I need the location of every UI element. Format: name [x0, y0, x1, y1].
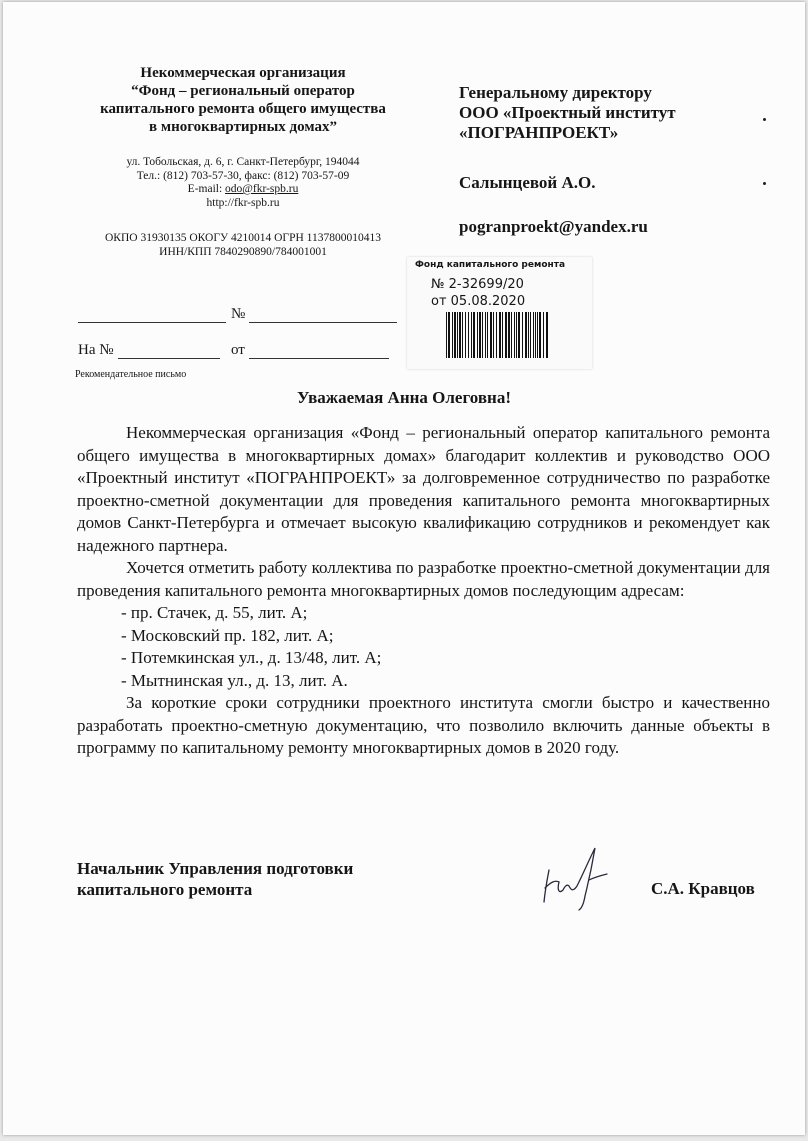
- addressee-line: ООО «Проектный институт: [459, 103, 676, 122]
- signer-title-line: Начальник Управления подготовки: [77, 859, 354, 878]
- barcode-bar: [457, 312, 458, 358]
- sender-name-line: в многоквартирных домах”: [149, 119, 337, 135]
- barcode-bar: [452, 312, 453, 358]
- address-list: [77, 602, 770, 692]
- reply-date-line: [249, 358, 389, 359]
- stamp-title: Фонд капитального ремонта: [415, 260, 566, 270]
- barcode-bar: [448, 312, 450, 358]
- stamp-number: № 2-32699/20: [431, 277, 524, 292]
- margin-dot: [763, 118, 766, 121]
- barcode-bar: [508, 312, 510, 358]
- number-sign: №: [231, 306, 246, 322]
- address-list-item: - пр. Стачек, д. 55, лит. А;: [121, 603, 308, 622]
- sender-phones: Тел.: (812) 703-57-30, факс: (812) 703-57-09: [136, 169, 350, 182]
- sender-contacts: [63, 156, 423, 210]
- sender-codes-line: ИНН/КПП 7840290890/784001001: [159, 245, 327, 258]
- barcode-bar: [490, 312, 492, 358]
- letter-page: [3, 2, 805, 1135]
- barcode-bar: [477, 312, 478, 358]
- body-paragraph: Некоммерческая организация «Фонд – региональный оператор капитального ремонта общего имущества в многоквартирных домах» благодарит коллектив и руководство ООО «Проектный институт «ПОГРАНПРОЕКТ» за долговременное сотрудничество по разработке проектно-сметной документации для проведения капитального ремонта многоквартирных домов Санкт-Петербурга и отмечает высокую квалификацию сотрудников и рекомендует как надежного партнера.: [77, 423, 770, 555]
- barcode-bar: [518, 312, 520, 358]
- barcode-bar: [471, 312, 472, 358]
- address-list-item: - Мытнинская ул., д. 13, лит. А.: [121, 670, 348, 690]
- sender-name-line: Некоммерческая организация: [140, 65, 346, 81]
- barcode-bar: [539, 312, 541, 358]
- outgoing-number-line: [78, 322, 226, 323]
- barcode-bar: [535, 312, 536, 358]
- reply-number-label: На №: [78, 342, 114, 358]
- sender-codes-line: ОКПО 31930135 ОКОГУ 4210014 ОГРН 1137800010413: [105, 232, 381, 244]
- barcode-bar: [530, 312, 531, 358]
- barcode-bar: [462, 312, 463, 358]
- address-list-item: - Московский пр. 182, лит. А;: [121, 625, 334, 645]
- addressee-position: [459, 83, 779, 143]
- greeting: Уважаемая Анна Олеговна!: [297, 388, 511, 407]
- barcode-bar: [482, 312, 483, 358]
- barcode-bar: [473, 312, 475, 358]
- barcode-bar: [454, 312, 456, 358]
- margin-dot: [763, 182, 766, 185]
- barcode-bar: [516, 312, 517, 358]
- sender-email-row: [63, 183, 423, 197]
- addressee-name: Салынцевой А.О.: [459, 173, 596, 192]
- signer-title-line: капитального ремонта: [77, 880, 253, 899]
- barcode-bar: [511, 312, 512, 358]
- sender-name-line: “Фонд – региональный оператор: [131, 83, 355, 99]
- barcode-bar: [505, 312, 507, 358]
- barcode-bar: [543, 312, 544, 358]
- signer-name: С.А. Кравцов: [651, 879, 755, 898]
- outgoing-date-line: [249, 322, 397, 323]
- signer-title: [77, 858, 353, 900]
- sender-email-label: E-mail:: [187, 183, 223, 195]
- handwritten-signature: [535, 840, 613, 912]
- barcode-bar: [465, 312, 466, 358]
- barcode-bar: [485, 312, 486, 358]
- barcode-bar: [496, 312, 497, 358]
- body-paragraph: За короткие сроки сотрудники проектного института смогли быстро и качественно разработать проектно-сметную документацию, что позволило включить данные объекты в программу по капитальному ремонту многоквартирных домов в 2020 году.: [77, 693, 770, 757]
- barcode-bar: [537, 312, 538, 358]
- sender-block: [63, 64, 423, 259]
- addressee-email[interactable]: pogranproekt@yandex.ru: [459, 217, 648, 236]
- barcode-bar: [468, 312, 469, 358]
- barcode-bar: [525, 312, 527, 358]
- barcode-bar: [446, 312, 447, 358]
- barcode-bar: [546, 312, 548, 358]
- reply-date-label: от: [231, 342, 245, 358]
- barcode-bar: [487, 312, 488, 358]
- sender-address: ул. Тобольская, д. 6, г. Санкт-Петербург, 194044: [126, 156, 360, 168]
- barcode-bar: [479, 312, 481, 358]
- barcode-bar: [533, 312, 534, 358]
- address-list-item: - Потемкинская ул., д. 13/48, лит. А;: [121, 648, 382, 667]
- barcode-bar: [499, 312, 501, 358]
- barcode-bar: [493, 312, 494, 358]
- sender-name: [63, 64, 423, 136]
- barcode-bar: [528, 312, 529, 358]
- barcode-bar: [522, 312, 523, 358]
- letter-body: [77, 422, 770, 760]
- reply-number-line: [118, 358, 220, 359]
- sender-website[interactable]: http://fkr-spb.ru: [206, 196, 280, 209]
- addressee-line: «ПОГРАНПРОЕКТ»: [459, 123, 619, 142]
- sender-email-link[interactable]: odo@fkr-spb.ru: [225, 183, 299, 195]
- barcode-bar: [514, 312, 515, 358]
- barcode-bar: [459, 312, 461, 358]
- addressee-line: Генеральному директору: [459, 83, 652, 102]
- barcode: [445, 312, 549, 358]
- sender-name-line: капитального ремонта общего имущества: [100, 101, 386, 117]
- barcode-bar: [502, 312, 503, 358]
- body-paragraph: Хочется отметить работу коллектива по разработке проектно-сметной документации для проведения капитального ремонта многоквартирных домов последующим адресам:: [77, 558, 770, 600]
- letter-type: Рекомендательное письмо: [75, 369, 187, 380]
- stamp-date: от 05.08.2020: [431, 294, 526, 309]
- sender-codes: [63, 232, 423, 259]
- registration-stamp: [407, 257, 592, 369]
